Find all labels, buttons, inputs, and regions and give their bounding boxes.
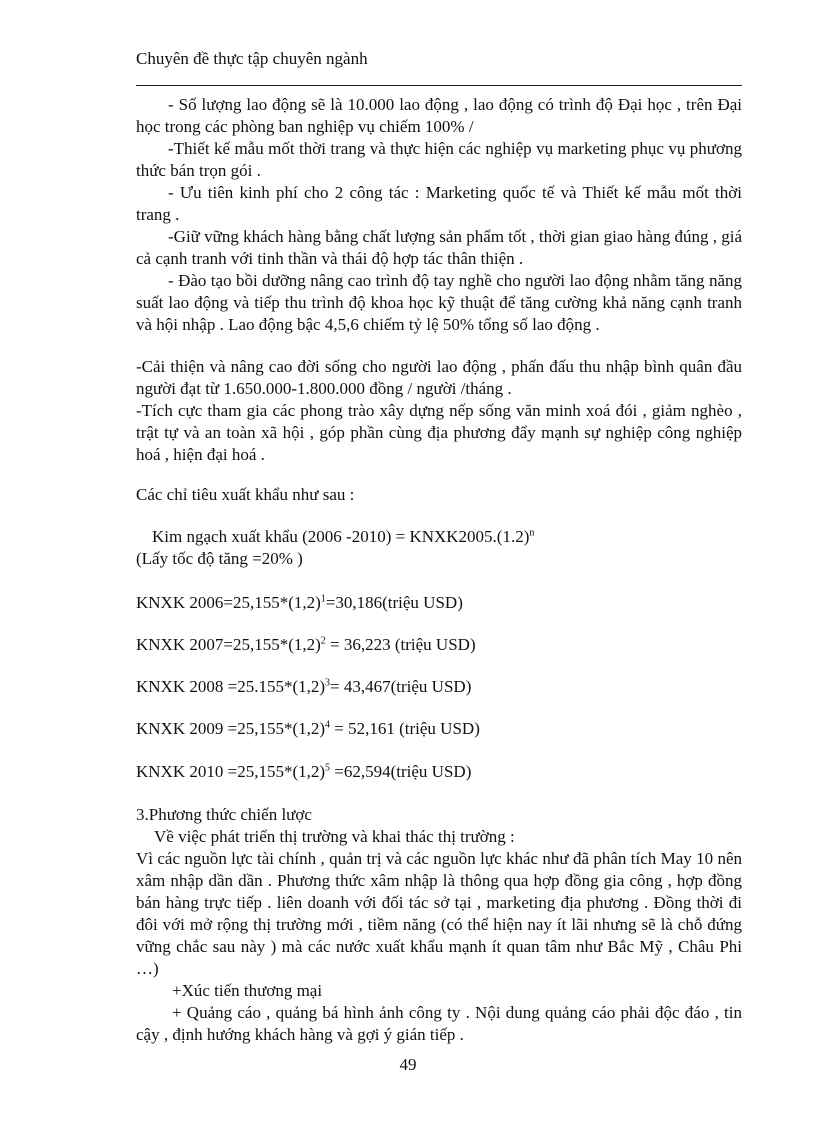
export-row-2009-right: = 52,161 (triệu USD) (330, 719, 480, 738)
bullet-advertising: + Quảng cáo , quảng bá hình ảnh công ty . Nội dung quảng cáo phải độc đáo , tin cậy , định hướng khách hàng và gợi ý gián tiếp . (136, 1003, 742, 1044)
running-header: Chuyên đề thực tập chuyên ngành (136, 49, 368, 68)
export-row-2007-exp: 2 (320, 635, 326, 647)
bullet-trade-promotion: +Xúc tiến thương mại (172, 981, 323, 1000)
export-row-2008-exp: 3 (325, 677, 331, 689)
paragraph-training: - Đào tạo bồi dưỡng nâng cao trình độ tay nghề cho người lao động nhằm tăng năng suất lao động và tiếp thu trình độ khoa học kỹ thuật để tăng cường khả năng cạnh tranh và hội nhập . Lao động bậc 4,5,6 chiếm tỷ lệ 50% tổng số lao động . (136, 271, 742, 334)
paragraph-social-movements: -Tích cực tham gia các phong trào xây dựng nếp sống văn minh xoá đói , giảm nghèo , trật tự và an toàn xã hội , góp phần cùng địa phương đẩy mạnh sự nghiệp công nghiệp hoá , hiện đại hoá . (136, 401, 742, 464)
export-row-2008-right: = 43,467(triệu USD) (330, 677, 472, 696)
header-divider (136, 85, 742, 86)
export-row-2007 (136, 634, 742, 656)
paragraph-labor-count: - Số lượng lao động sẽ là 10.000 lao động , lao động có trình độ Đại học , trên Đại học trong các phòng ban nghiệp vụ chiếm 100% / (136, 95, 742, 136)
export-intro: Các chỉ tiêu xuất khẩu như sau : (136, 485, 355, 504)
export-formula-exponent: n (529, 527, 535, 539)
export-row-2010-exp: 5 (325, 762, 331, 774)
export-row-2006-right: =30,186(triệu USD) (325, 593, 463, 612)
export-row-2008-left: KNXK 2008 =25.155*(1,2) (136, 677, 326, 696)
section-body: Vì các nguồn lực tài chính , quản trị và các nguồn lực khác như đã phân tích May 10 nên xâm nhập dần dần . Phương thức xâm nhập là thông qua hợp đồng gia công , hợp đồng bán hàng trực tiếp . liên doanh với đối tác sở tại , marketing địa phương . Đồng thời đi đôi với mở rộng thị trường mới , tiềm năng (có thể hiện nay ít lãi nhưng sẽ là chỗ đứng vững chắc sau này ) mà các nước xuất khẩu mạnh ít quan tâm như Bắc Mỹ , Châu Phi …) (136, 849, 742, 978)
section-subheading: Về việc phát triển thị trường và khai thác thị trường : (154, 827, 515, 846)
export-row-2007-right: = 36,223 (triệu USD) (325, 635, 476, 654)
export-row-2010 (136, 761, 742, 783)
paragraph-fashion-design: -Thiết kế mẫu mốt thời trang và thực hiện các nghiệp vụ marketing phục vụ phương thức bán trọn gói . (136, 139, 742, 180)
export-formula-text: Kim ngạch xuất khẩu (2006 -2010) = KNXK2005.(1.2) (152, 527, 530, 546)
growth-note: (Lấy tốc độ tăng =20% ) (136, 549, 303, 568)
export-row-2006 (136, 592, 742, 614)
export-row-2006-exp: 1 (320, 593, 326, 605)
export-row-2009-exp: 4 (325, 719, 331, 731)
paragraph-budget-priority: - Ưu tiên kinh phí cho 2 công tác : Marketing quốc tế và Thiết kế mẫu mốt thời trang . (136, 183, 742, 224)
paragraph-living-standards: -Cải thiện và nâng cao đời sống cho người lao động , phấn đấu thu nhập bình quân đầu người đạt từ 1.650.000-1.800.000 đồng / người /tháng . (136, 357, 742, 398)
export-row-2007-left: KNXK 2007=25,155*(1,2) (136, 635, 321, 654)
export-row-2008 (136, 676, 742, 698)
export-row-2010-left: KNXK 2010 =25,155*(1,2) (136, 762, 326, 781)
export-formula (152, 526, 758, 548)
export-row-2006-left: KNXK 2006=25,155*(1,2) (136, 593, 321, 612)
export-row-2009-left: KNXK 2009 =25,155*(1,2) (136, 719, 326, 738)
export-row-2009 (136, 718, 742, 740)
paragraph-customer-retention: -Giữ vững khách hàng bằng chất lượng sản phẩm tốt , thời gian giao hàng đúng , giá cả cạnh tranh với tinh thần và thái độ hợp tác thân thiện . (136, 227, 742, 268)
export-row-2010-right: =62,594(triệu USD) (330, 762, 472, 781)
page-number: 49 (399, 1055, 417, 1074)
section-heading: 3.Phương thức chiến lược (136, 805, 312, 824)
